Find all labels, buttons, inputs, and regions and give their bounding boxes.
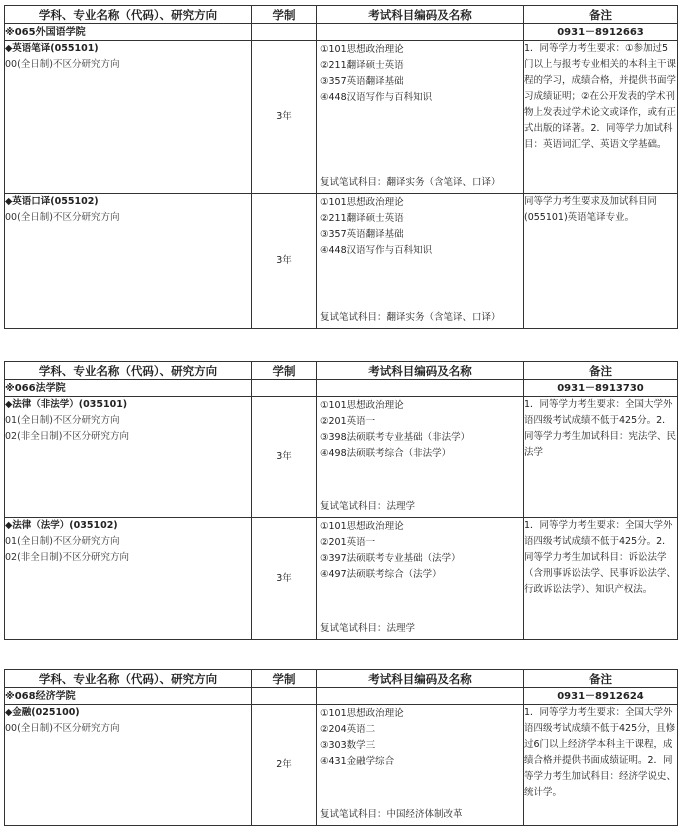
exam-cell (317, 41, 524, 194)
header-exam: 考试科目编码及名称 (317, 6, 524, 24)
header-note: 备注 (524, 362, 678, 380)
header-years: 学制 (252, 670, 317, 688)
college-phone: 0931－8912624 (524, 688, 678, 705)
header-row (5, 6, 678, 24)
major-name: ◆英语口译(055102) (5, 196, 99, 207)
college-phone: 0931－8913730 (524, 380, 678, 397)
retest-subject: 复试笔试科目：法理学 (320, 501, 416, 512)
college-name: ※065外国语学院 (5, 24, 252, 41)
direction: 01(全日制)不区分研究方向 (5, 415, 120, 426)
header-major: 学科、专业名称（代码）、研究方向 (5, 670, 252, 688)
exam-item: ④431金融学综合 (320, 756, 395, 767)
direction: 00(全日制)不区分研究方向 (5, 59, 120, 70)
table-college-068 (4, 669, 678, 826)
years-cell: 2年 (252, 705, 317, 826)
exam-item: ③397法硕联考专业基础（法学） (320, 553, 461, 564)
exam-item: ①101思想政治理论 (320, 197, 404, 208)
direction: 00(全日制)不区分研究方向 (5, 723, 120, 734)
exam-cell (317, 194, 524, 329)
header-row (5, 362, 678, 380)
college-phone: 0931－8912663 (524, 24, 678, 41)
major-name: ◆金融(025100) (5, 707, 80, 718)
exam-item: ①101思想政治理论 (320, 521, 404, 532)
header-note: 备注 (524, 6, 678, 24)
years-cell: 3年 (252, 397, 317, 518)
direction: 02(非全日制)不区分研究方向 (5, 431, 130, 442)
exam-item: ③303数学三 (320, 740, 376, 751)
direction: 02(非全日制)不区分研究方向 (5, 552, 130, 563)
exam-item: ③398法硕联考专业基础（非法学） (320, 432, 471, 443)
exam-item: ①101思想政治理论 (320, 44, 404, 55)
note-cell: 同等学力考生要求及加试科目同(055101)英语笔译专业。 (524, 194, 678, 329)
exam-item: ④448汉语写作与百科知识 (320, 245, 433, 256)
table-college-065 (4, 5, 678, 329)
major-name: ◆法律（法学）(035102) (5, 520, 118, 531)
table-row (5, 194, 678, 329)
header-exam: 考试科目编码及名称 (317, 362, 524, 380)
exam-item: ②211翻译硕士英语 (320, 213, 404, 224)
major-cell (5, 705, 252, 826)
note-cell: 1．同等学力考生要求：全国大学外语四级考试成绩不低于425分。2．同等学力考生加试科目：宪法学、民法学 (524, 397, 678, 518)
table-row (5, 41, 678, 194)
retest-subject: 复试笔试科目：法理学 (320, 623, 416, 634)
exam-item: ③357英语翻译基础 (320, 229, 404, 240)
college-row (5, 688, 678, 705)
header-major: 学科、专业名称（代码）、研究方向 (5, 6, 252, 24)
exam-item: ③357英语翻译基础 (320, 76, 404, 87)
exam-item: ②201英语一 (320, 416, 376, 427)
exam-item: ①101思想政治理论 (320, 400, 404, 411)
college-name: ※066法学院 (5, 380, 252, 397)
exam-cell (317, 705, 524, 826)
header-years: 学制 (252, 6, 317, 24)
exam-item: ④448汉语写作与百科知识 (320, 92, 433, 103)
header-major: 学科、专业名称（代码）、研究方向 (5, 362, 252, 380)
table-college-066 (4, 361, 678, 640)
exam-cell (317, 518, 524, 640)
major-cell (5, 397, 252, 518)
table-row (5, 705, 678, 826)
direction: 01(全日制)不区分研究方向 (5, 536, 120, 547)
table-row (5, 518, 678, 640)
exam-cell (317, 397, 524, 518)
note-cell: 1．同等学力考生要求：①参加过5门以上与报考专业相关的本科主干课程的学习，成绩合格，并提供书面学习成绩证明；②在公开发表的学术刊物上发表过学术论文或译作，或有正式出版的译著。2．同等学力加试科目：英语词汇学、英语文学基础。 (524, 41, 678, 194)
major-name: ◆英语笔译(055101) (5, 43, 99, 54)
exam-item: ④497法硕联考综合（法学） (320, 569, 442, 580)
direction: 00(全日制)不区分研究方向 (5, 212, 120, 223)
exam-item: ②201英语一 (320, 537, 376, 548)
header-note: 备注 (524, 670, 678, 688)
retest-subject: 复试笔试科目：翻译实务（含笔译、口译） (320, 312, 501, 323)
retest-subject: 复试笔试科目：中国经济体制改革 (320, 809, 463, 820)
major-cell (5, 194, 252, 329)
note-cell: 1．同等学力考生要求：全国大学外语四级考试成绩不低于425分。2．同等学力考生加试科目：诉讼法学（含刑事诉讼法学、民事诉讼法学、行政诉讼法学）、知识产权法。 (524, 518, 678, 640)
header-exam: 考试科目编码及名称 (317, 670, 524, 688)
retest-subject: 复试笔试科目：翻译实务（含笔译、口译） (320, 177, 501, 188)
exam-item: ④498法硕联考综合（非法学） (320, 448, 452, 459)
college-name: ※068经济学院 (5, 688, 252, 705)
header-years: 学制 (252, 362, 317, 380)
years-cell: 3年 (252, 41, 317, 194)
header-row (5, 670, 678, 688)
major-cell (5, 41, 252, 194)
table-row (5, 397, 678, 518)
major-name: ◆法律（非法学）(035101) (5, 399, 128, 410)
years-cell: 3年 (252, 194, 317, 329)
college-row (5, 380, 678, 397)
major-cell (5, 518, 252, 640)
exam-item: ②211翻译硕士英语 (320, 60, 404, 71)
exam-item: ①101思想政治理论 (320, 708, 404, 719)
note-cell: 1．同等学力考生要求：全国大学外语四级考试成绩不低于425分，且修过6门以上经济学本科主干课程，成绩合格并提供书面成绩证明。2．同等学力考生加试科目：经济学说史、统计学。 (524, 705, 678, 826)
college-row (5, 24, 678, 41)
exam-item: ②204英语二 (320, 724, 376, 735)
years-cell: 3年 (252, 518, 317, 640)
